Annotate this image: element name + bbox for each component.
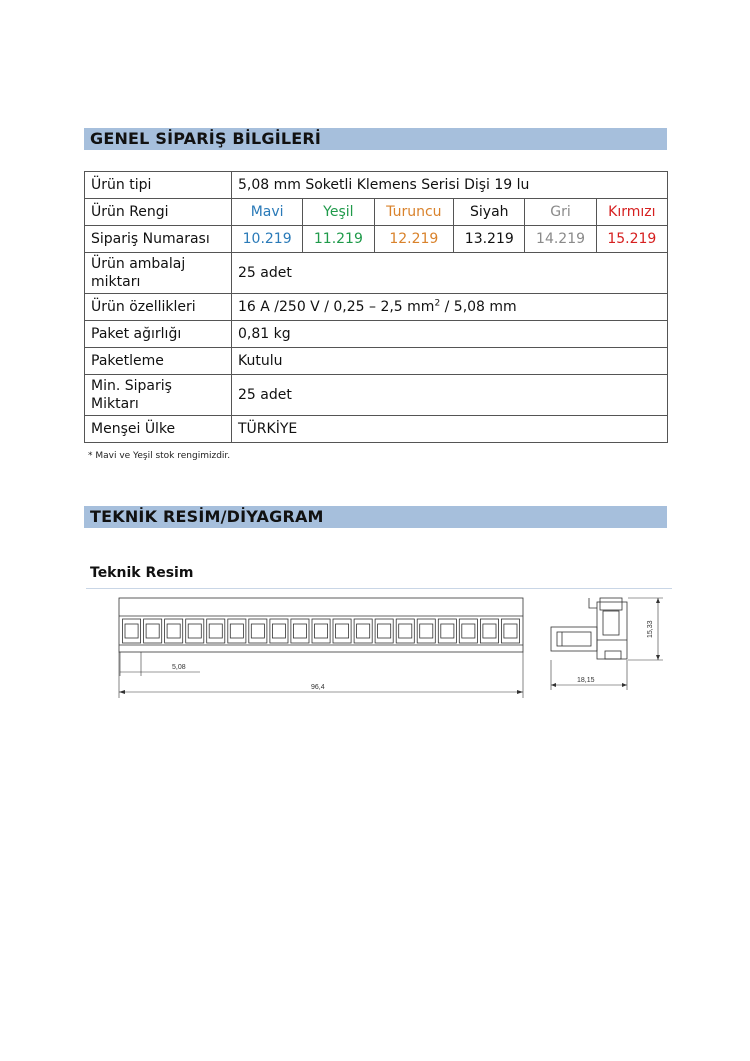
min-order-label-line2: Miktarı [91,396,139,412]
connector-pole-opening [336,624,349,638]
order-code-blue: 10.219 [232,226,303,253]
order-code-gray: 14.219 [525,226,596,253]
connector-pole-opening [420,624,433,638]
side-wire-entry [603,611,619,635]
connector-pole-opening [315,624,328,638]
features-label: Ürün özellikleri [85,294,232,321]
packaging-value: Kutulu [232,348,668,375]
color-name-orange: Turuncu [374,199,454,226]
connector-pole-opening [462,624,475,638]
package-weight-value: 0,81 kg [232,321,668,348]
color-name-black: Siyah [454,199,525,226]
connector-front-view [119,598,523,652]
order-code-green: 11.219 [303,226,374,253]
connector-pole-opening [230,624,243,638]
connector-poles [123,619,520,643]
order-code-red: 15.219 [596,226,667,253]
connector-pole-opening [209,624,222,638]
origin-value: TÜRKİYE [232,416,668,443]
side-latch [589,598,597,608]
packaging-qty-label-line2: miktarı [91,274,141,290]
dimension-pitch [120,652,200,676]
min-order-label-line1: Min. Sipariş [91,378,172,394]
dimension-height [628,598,663,660]
connector-pole-opening [504,624,517,638]
dimension-length [119,652,523,698]
color-name-gray: Gri [525,199,596,226]
min-order-value: 25 adet [232,375,668,416]
depth-dimension-text: 18,15 [577,677,595,684]
section-title-technical-drawing: TEKNİK RESİM/DİYAGRAM [84,506,667,528]
connector-pole-opening [483,624,496,638]
order-number-label: Sipariş Numarası [85,226,232,253]
connector-body-outline [119,598,523,652]
connector-pole-opening [293,624,306,638]
packaging-label: Paketleme [85,348,232,375]
color-name-green: Yeşil [303,199,374,226]
connector-pole-opening [146,624,159,638]
order-code-black: 13.219 [454,226,525,253]
product-type-value: 5,08 mm Soketli Klemens Serisi Dişi 19 lu [232,172,668,199]
features-value-superscript: 2 [434,298,441,309]
packaging-qty-value: 25 adet [232,253,668,294]
connector-pole-opening [251,624,264,638]
origin-label: Menşei Ülke [85,416,232,443]
connector-pole-opening [188,624,201,638]
stock-color-footnote: * Mavi ve Yeşil stok rengimizdir. [88,451,231,461]
section-title-general-order-info: GENEL SİPARİŞ BİLGİLERİ [84,128,667,150]
features-value-tail: / 5,08 mm [440,299,517,315]
product-type-label: Ürün tipi [85,172,232,199]
side-contact-base [605,651,621,659]
packaging-qty-label-line1: Ürün ambalaj [91,256,186,272]
order-code-orange: 12.219 [374,226,454,253]
length-dimension-text: 96,4 [311,684,325,691]
side-screw-head [600,598,622,610]
color-name-red: Kırmızı [596,199,667,226]
connector-pole-opening [441,624,454,638]
connector-pole-opening [399,624,412,638]
connector-pole-opening [167,624,180,638]
height-dimension-text: 15,33 [647,620,654,638]
side-plug-body [551,627,597,651]
product-color-label: Ürün Rengi [85,199,232,226]
connector-side-view [551,598,627,659]
package-weight-label: Paket ağırlığı [85,321,232,348]
pitch-dimension-text: 5,08 [172,664,186,671]
side-housing [597,602,627,659]
technical-drawing-heading: Teknik Resim [90,565,194,581]
color-name-blue: Mavi [232,199,303,226]
connector-pole-opening [125,624,138,638]
connector-pole-opening [357,624,370,638]
connector-pole-opening [378,624,391,638]
connector-pole-opening [272,624,285,638]
dimension-depth [551,660,627,690]
features-value-main: 16 A /250 V / 0,25 – 2,5 mm [238,299,435,315]
